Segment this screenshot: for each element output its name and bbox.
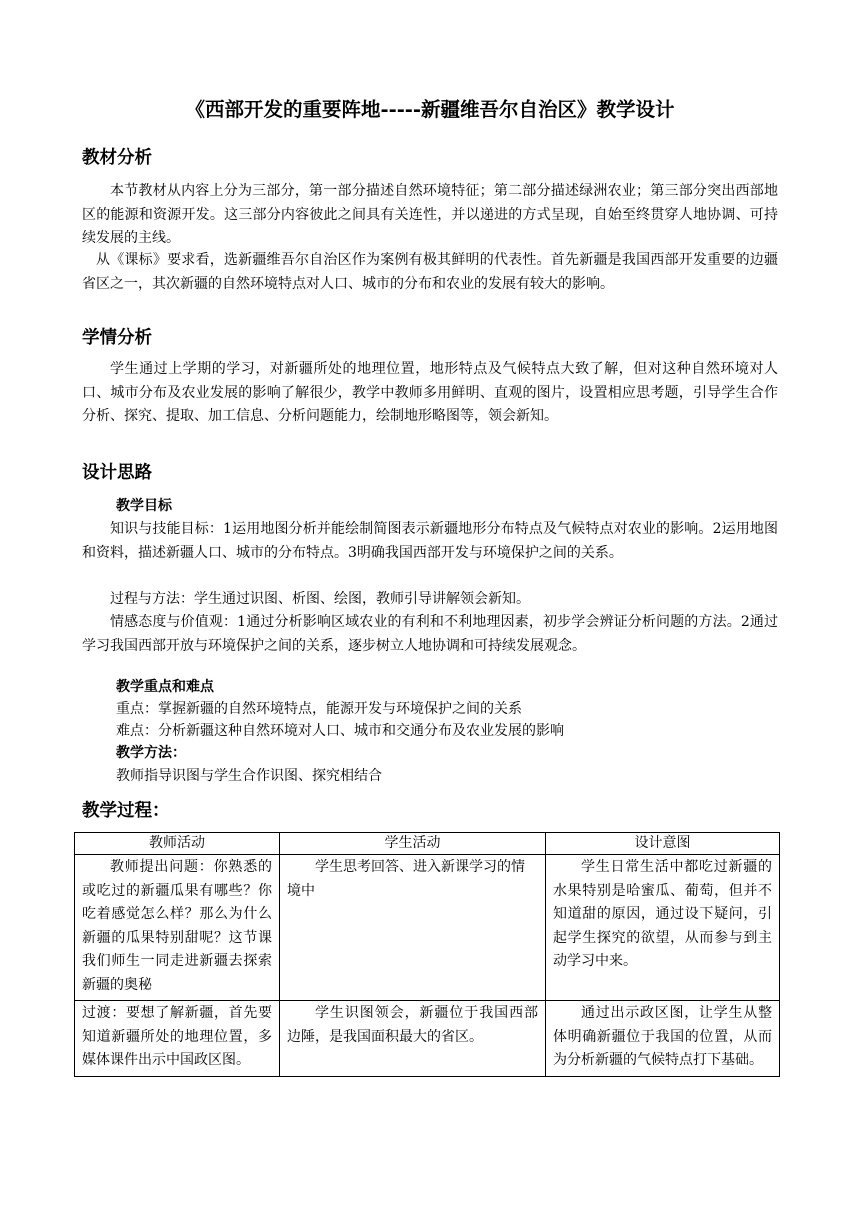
cell-teacher-activity: 过渡：要想了解新疆，首先要知道新疆所处的地理位置，多媒体课件出示中国政区图。 [75, 1001, 280, 1077]
subheading-key-points: 教学重点和难点 [116, 679, 214, 695]
document-title: 《西部开发的重要阵地-----新疆维吾尔自治区》教学设计 [185, 98, 675, 121]
subheading-teaching-method: 教学方法： [116, 745, 186, 761]
heading-design-ideas: 设计思路 [82, 463, 152, 483]
goal-emotion: 情感态度与价值观：1通过分析影响区域农业的有利和不利地理因素，初步学会辨证分析问题的方法。2通过学习我国西部开放与环境保护之间的关系，逐步树立人地协调和可持续发展观念。 [82, 614, 778, 654]
column-header-teacher: 教师活动 [75, 833, 280, 855]
cell-student-activity: 学生识图领会，新疆位于我国西部边陲，是我国面积最大的省区。 [280, 1001, 546, 1077]
subheading-teaching-goals: 教学目标 [116, 498, 172, 514]
cell-student-activity: 学生思考回答、进入新课学习的情境中 [280, 855, 546, 1001]
table-row [75, 1001, 780, 1077]
table-header-row [75, 833, 780, 855]
teaching-method: 教师指导识图与学生合作识图、探究相结合 [116, 768, 382, 784]
goal-knowledge: 知识与技能目标：1运用地图分析并能绘制简图表示新疆地形分布特点及气候特点对农业的影响。2运用地图和资料，描述新疆人口、城市的分布特点。3明确我国西部开发与环境保护之间的关系。 [82, 521, 778, 561]
difficulty-point: 难点：分析新疆这种自然环境对人口、城市和交通分布及农业发展的影响 [116, 723, 564, 739]
key-point: 重点：掌握新疆的自然环境特点，能源开发与环境保护之间的关系 [116, 701, 522, 717]
goal-process: 过程与方法：学生通过识图、析图、绘图，教师引导讲解领会新知。 [110, 591, 530, 607]
textbook-paragraph-1: 本节教材从内容上分为三部分，第一部分描述自然环境特征；第二部分描述绿洲农业；第三部分突出西部地区的能源和资源开发。这三部分内容彼此之间具有关连性，并以递进的方式呈现，自始至终贯穿人地协调、可持续发展的主线。 [82, 183, 778, 246]
heading-student-analysis: 学情分析 [82, 328, 152, 348]
table-row [75, 855, 780, 1001]
column-header-intent: 设计意图 [546, 833, 780, 855]
column-header-student: 学生活动 [280, 833, 546, 855]
heading-teaching-process: 教学过程： [82, 801, 170, 821]
cell-design-intent: 学生日常生活中都吃过新疆的水果特别是哈蜜瓜、葡萄，但并不知道甜的原因，通过设下疑问，引起学生探究的欲望，从而参与到主动学习中来。 [546, 855, 780, 1001]
cell-design-intent: 通过出示政区图，让学生从整体明确新疆位于我国的位置，从而为分析新疆的气候特点打下基础。 [546, 1001, 780, 1077]
cell-teacher-activity: 教师提出问题：你熟悉的或吃过的新疆瓜果有哪些？你吃着感觉怎么样？那么为什么新疆的瓜果特别甜呢？这节课我们师生一同走进新疆去探索新疆的奥秘 [75, 855, 280, 1001]
teaching-process-table [74, 832, 780, 1077]
textbook-paragraph-2: 从《课标》要求看，选新疆维吾尔自治区作为案例有极其鲜明的代表性。首先新疆是我国西部开发重要的边疆省区之一，其次新疆的自然环境特点对人口、城市的分布和农业的发展有较大的影响。 [82, 252, 778, 292]
heading-textbook-analysis: 教材分析 [82, 148, 152, 168]
student-paragraph: 学生通过上学期的学习，对新疆所处的地理位置，地形特点及气候特点大致了解，但对这种自然环境对人口、城市分布及农业发展的影响了解很少，教学中教师多用鲜明、直观的图片，设置相应思考题，引导学生合作分析、探究、提取、加工信息、分析问题能力，绘制地形略图等，领会新知。 [82, 361, 778, 424]
